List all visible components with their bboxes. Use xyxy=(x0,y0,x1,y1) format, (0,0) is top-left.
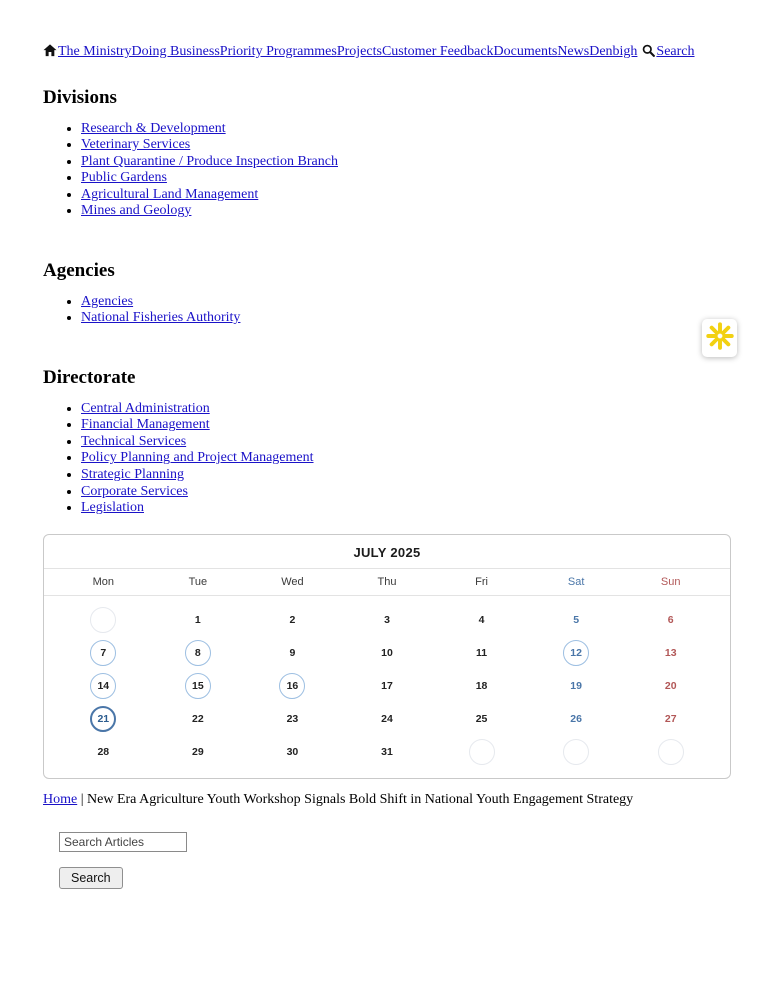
calendar-cell xyxy=(245,706,340,732)
link-public-gardens[interactable]: Public Gardens xyxy=(81,170,167,186)
calendar-day-2[interactable]: 2 xyxy=(289,613,296,626)
calendar-cell xyxy=(151,640,246,666)
calendar-cell xyxy=(623,739,718,765)
calendar-cell xyxy=(340,739,435,765)
calendar-day-empty xyxy=(658,739,684,765)
link-agricultural-land-management[interactable]: Agricultural Land Management xyxy=(81,186,259,202)
calendar-day-14[interactable]: 14 xyxy=(90,673,116,699)
link-research-development[interactable]: Research & Development xyxy=(81,120,226,136)
section-title-agencies: Agencies xyxy=(43,259,115,281)
breadcrumb xyxy=(43,792,731,808)
list-item xyxy=(81,401,731,418)
section-title-directorate: Directorate xyxy=(43,366,136,388)
calendar-day-23[interactable]: 23 xyxy=(286,712,299,725)
link-legislation[interactable]: Legislation xyxy=(81,500,144,516)
calendar-weekdays xyxy=(44,569,730,596)
calendar-cell xyxy=(434,640,529,666)
link-agencies[interactable]: Agencies xyxy=(81,293,134,309)
accessibility-widget-button[interactable] xyxy=(702,319,737,357)
calendar-day-11[interactable]: 11 xyxy=(476,646,488,659)
weekday-sat: Sat xyxy=(567,575,585,588)
asterisk-icon xyxy=(705,321,735,356)
link-veterinary-services[interactable]: Veterinary Services xyxy=(81,137,191,153)
calendar-cell xyxy=(529,640,624,666)
link-policy-planning-and-project-management[interactable]: Policy Planning and Project Management xyxy=(81,450,314,466)
nav-link-news[interactable]: News xyxy=(557,44,590,59)
list-item xyxy=(81,417,731,434)
list-item xyxy=(81,467,731,484)
calendar-cell xyxy=(529,706,624,732)
link-financial-management[interactable]: Financial Management xyxy=(81,417,210,433)
calendar-cell xyxy=(56,673,151,699)
nav-link-projects[interactable]: Projects xyxy=(336,44,382,59)
link-corporate-services[interactable]: Corporate Services xyxy=(81,483,188,499)
calendar-cell xyxy=(434,706,529,732)
calendar-cell xyxy=(623,607,718,633)
calendar-day-25[interactable]: 25 xyxy=(475,712,488,725)
calendar-day-31[interactable]: 31 xyxy=(381,745,393,758)
weekday-mon: Mon xyxy=(92,575,114,588)
link-central-administration[interactable]: Central Administration xyxy=(81,400,210,416)
nav-link-denbigh[interactable]: Denbigh xyxy=(589,44,638,59)
calendar-cell xyxy=(151,706,246,732)
calendar-day-8[interactable]: 8 xyxy=(185,640,211,666)
link-plant-quarantine-produce-inspection-branch[interactable]: Plant Quarantine / Produce Inspection Branch xyxy=(81,153,338,169)
calendar-cell xyxy=(151,673,246,699)
calendar-day-27[interactable]: 27 xyxy=(664,712,677,725)
calendar-cell xyxy=(245,640,340,666)
calendar-day-5[interactable]: 5 xyxy=(573,613,580,626)
list-item xyxy=(81,310,731,327)
calendar-cell xyxy=(340,607,435,633)
weekday-thu: Thu xyxy=(377,575,397,588)
calendar-day-empty xyxy=(563,739,589,765)
calendar-day-24[interactable]: 24 xyxy=(381,712,393,725)
calendar-cell xyxy=(623,640,718,666)
calendar-cell xyxy=(245,673,340,699)
section-list-divisions xyxy=(43,121,731,220)
list-item xyxy=(81,450,731,467)
list-item xyxy=(81,170,731,187)
list-item xyxy=(81,294,731,311)
calendar-cell xyxy=(623,673,718,699)
link-national-fisheries-authority[interactable]: National Fisheries Authority xyxy=(81,310,241,326)
calendar-cell xyxy=(434,673,529,699)
list-item xyxy=(81,203,731,220)
calendar-day-22[interactable]: 22 xyxy=(192,712,204,725)
calendar-cell xyxy=(340,640,435,666)
calendar-cell xyxy=(529,673,624,699)
nav-link-the-ministry[interactable]: The Ministry xyxy=(58,44,132,59)
calendar-day-6[interactable]: 6 xyxy=(667,613,674,626)
weekday-tue: Tue xyxy=(188,575,208,588)
section-title-divisions: Divisions xyxy=(43,86,117,108)
calendar-day-28[interactable]: 28 xyxy=(97,745,110,758)
link-strategic-planning[interactable]: Strategic Planning xyxy=(81,466,185,482)
calendar-cell xyxy=(151,607,246,633)
calendar-day-3[interactable]: 3 xyxy=(384,613,390,626)
nav-link-priority-programmes[interactable]: Priority Programmes xyxy=(219,44,337,59)
calendar-day-20[interactable]: 20 xyxy=(664,679,677,692)
section-list-directorate xyxy=(43,401,731,517)
calendar-cell xyxy=(56,640,151,666)
calendar-cell xyxy=(529,739,624,765)
list-item xyxy=(81,500,731,517)
calendar-day-15[interactable]: 15 xyxy=(185,673,211,699)
calendar-day-empty xyxy=(90,607,116,633)
nav-search-link[interactable] xyxy=(642,44,694,59)
calendar-day-21[interactable]: 21 xyxy=(90,706,116,732)
list-item xyxy=(81,137,731,154)
calendar-cell xyxy=(434,607,529,633)
calendar-day-26[interactable]: 26 xyxy=(570,712,582,725)
list-item xyxy=(81,484,731,501)
nav-link-doing-business[interactable]: Doing Business xyxy=(131,44,220,59)
calendar-cell xyxy=(56,607,151,633)
breadcrumb-article-title: New Era Agriculture Youth Workshop Signals Bold Shift in National Youth Engagement Strategy xyxy=(87,791,634,807)
calendar-cell xyxy=(340,673,435,699)
calendar-day-12[interactable]: 12 xyxy=(563,640,589,666)
sections xyxy=(43,87,731,517)
calendar-cell xyxy=(56,739,151,765)
calendar-day-19[interactable]: 19 xyxy=(570,679,582,692)
calendar-cell xyxy=(529,607,624,633)
calendar-cell xyxy=(245,607,340,633)
calendar-day-13[interactable]: 13 xyxy=(664,646,677,659)
top-nav xyxy=(43,44,731,63)
search-icon xyxy=(642,44,655,63)
list-item xyxy=(81,121,731,138)
calendar-title: JULY 2025 xyxy=(44,535,730,569)
calendar-day-9[interactable]: 9 xyxy=(289,646,296,659)
calendar-cell xyxy=(56,706,151,732)
nav-link-customer-feedback[interactable]: Customer Feedback xyxy=(381,44,494,59)
calendar-cell xyxy=(245,739,340,765)
calendar-cell xyxy=(340,706,435,732)
calendar-day-30[interactable]: 30 xyxy=(286,745,299,758)
list-item xyxy=(81,434,731,451)
nav-link-documents[interactable]: Documents xyxy=(493,44,558,59)
calendar-cell xyxy=(434,739,529,765)
breadcrumb-separator: | xyxy=(80,791,84,807)
calendar-day-18[interactable]: 18 xyxy=(475,679,488,692)
calendar-day-7[interactable]: 7 xyxy=(90,640,116,666)
article-search-button[interactable]: Search xyxy=(59,867,123,889)
section-list-agencies xyxy=(43,294,731,327)
weekday-sun: Sun xyxy=(660,575,681,588)
list-item xyxy=(81,187,731,204)
link-mines-and-geology[interactable]: Mines and Geology xyxy=(81,203,192,219)
link-technical-services[interactable]: Technical Services xyxy=(81,433,187,449)
calendar-day-17[interactable]: 17 xyxy=(381,679,393,692)
calendar-day-empty xyxy=(469,739,495,765)
nav-links xyxy=(58,44,637,59)
calendar-day-1[interactable]: 1 xyxy=(194,613,201,626)
calendar-day-10[interactable]: 10 xyxy=(381,646,393,659)
calendar-day-4[interactable]: 4 xyxy=(478,613,485,626)
breadcrumb-home-link[interactable]: Home xyxy=(43,791,78,807)
calendar-cell xyxy=(623,706,718,732)
calendar-day-16[interactable]: 16 xyxy=(279,673,305,699)
calendar-cell xyxy=(151,739,246,765)
article-search-input[interactable] xyxy=(59,832,187,852)
calendar-grid xyxy=(44,596,730,778)
weekday-wed: Wed xyxy=(281,575,304,588)
calendar xyxy=(43,534,731,779)
list-item xyxy=(81,154,731,171)
nav-search-label: Search xyxy=(656,44,695,59)
article-search-form xyxy=(59,832,731,889)
home-icon[interactable] xyxy=(43,44,57,63)
weekday-fri: Fri xyxy=(475,575,488,588)
calendar-day-29[interactable]: 29 xyxy=(192,745,204,758)
